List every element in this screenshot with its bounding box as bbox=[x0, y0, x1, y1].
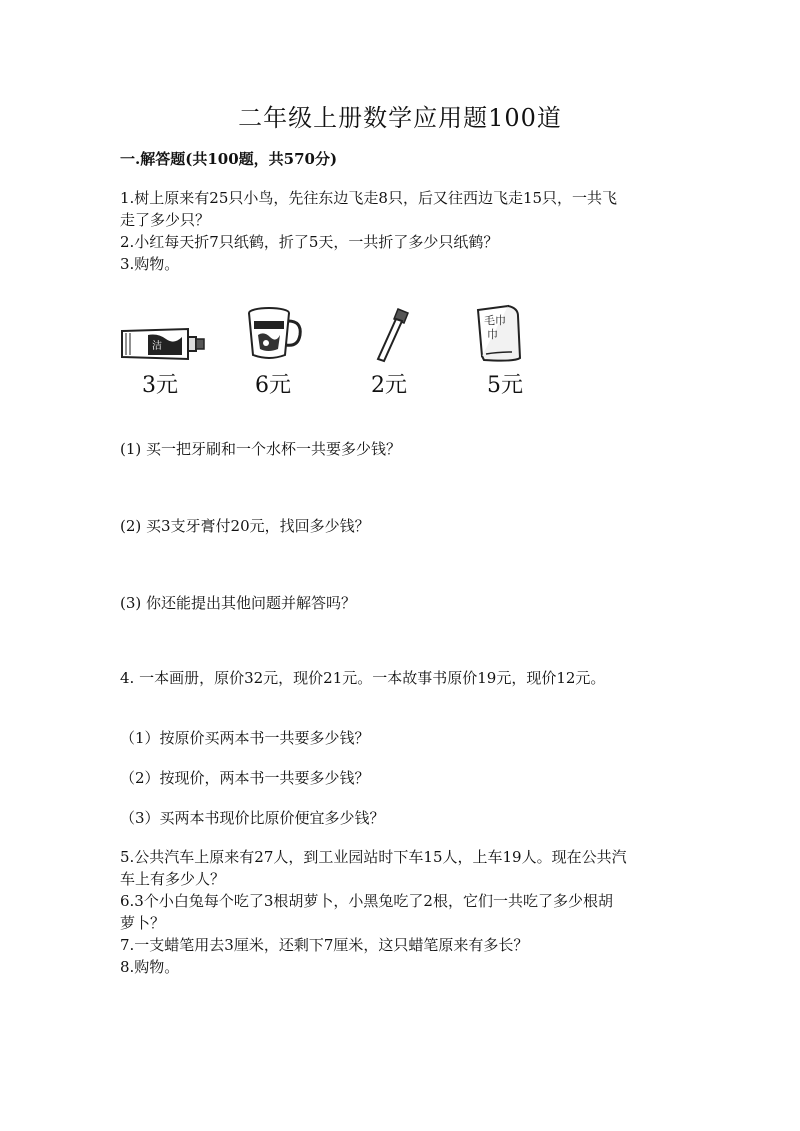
problem-3-question-1: (1) 买一把牙刷和一个水杯一共要多少钱？ bbox=[120, 440, 402, 458]
svg-text:巾: 巾 bbox=[487, 328, 498, 341]
problem-6-line-1: 6.3个小白兔每个吃了3根胡萝卜，小黑兔吃了2根，它们一共吃了多少根胡 bbox=[120, 892, 613, 910]
toothpaste-icon bbox=[118, 325, 208, 363]
problem-4-question-1: （1）按原价买两本书一共要多少钱？ bbox=[120, 729, 370, 747]
svg-text:洁: 洁 bbox=[152, 341, 162, 352]
toothbrush-icon bbox=[372, 305, 412, 365]
cup-icon bbox=[244, 305, 304, 363]
problem-6-line-2: 萝卜？ bbox=[120, 914, 166, 932]
price-towel: 5元 bbox=[487, 373, 523, 398]
section-heading: 一.解答题(共100题，共570分) bbox=[120, 150, 338, 168]
problem-8: 8.购物。 bbox=[120, 958, 180, 976]
problem-4-question-2: （2）按现价，两本书一共要多少钱？ bbox=[120, 769, 370, 787]
problem-3-question-3: (3) 你还能提出其他问题并解答吗？ bbox=[120, 594, 357, 612]
problem-3-question-2: (2) 买3支牙膏付20元，找回多少钱？ bbox=[120, 517, 370, 535]
price-cup: 6元 bbox=[255, 373, 291, 398]
problem-1-line-1: 1.树上原来有25只小鸟，先往东边飞走8只，后又往西边飞走15只，一共飞 bbox=[120, 189, 618, 207]
price-toothpaste: 3元 bbox=[142, 373, 178, 398]
problem-5-line-1: 5.公共汽车上原来有27人，到工业园站时下车15人，上车19人。现在公共汽 bbox=[120, 848, 627, 866]
problem-7: 7.一支蜡笔用去3厘米，还剩下7厘米，这只蜡笔原来有多长？ bbox=[120, 936, 529, 954]
problem-4-question-3: （3）买两本书现价比原价便宜多少钱？ bbox=[120, 809, 385, 827]
towel-label: 毛巾 bbox=[484, 314, 506, 327]
problem-4: 4. 一本画册，原价32元，现价21元。一本故事书原价19元，现价12元。 bbox=[120, 669, 606, 687]
problem-5-line-2: 车上有多少人？ bbox=[120, 870, 226, 888]
problem-1-line-2: 走了多少只？ bbox=[120, 211, 211, 229]
problem-2: 2.小红每天折7只纸鹤，折了5天，一共折了多少只纸鹤？ bbox=[120, 233, 499, 251]
problem-3: 3.购物。 bbox=[120, 255, 180, 273]
price-toothbrush: 2元 bbox=[371, 373, 407, 398]
towel-icon bbox=[474, 302, 522, 364]
page-title: 二年级上册数学应用题100道 bbox=[238, 104, 562, 132]
